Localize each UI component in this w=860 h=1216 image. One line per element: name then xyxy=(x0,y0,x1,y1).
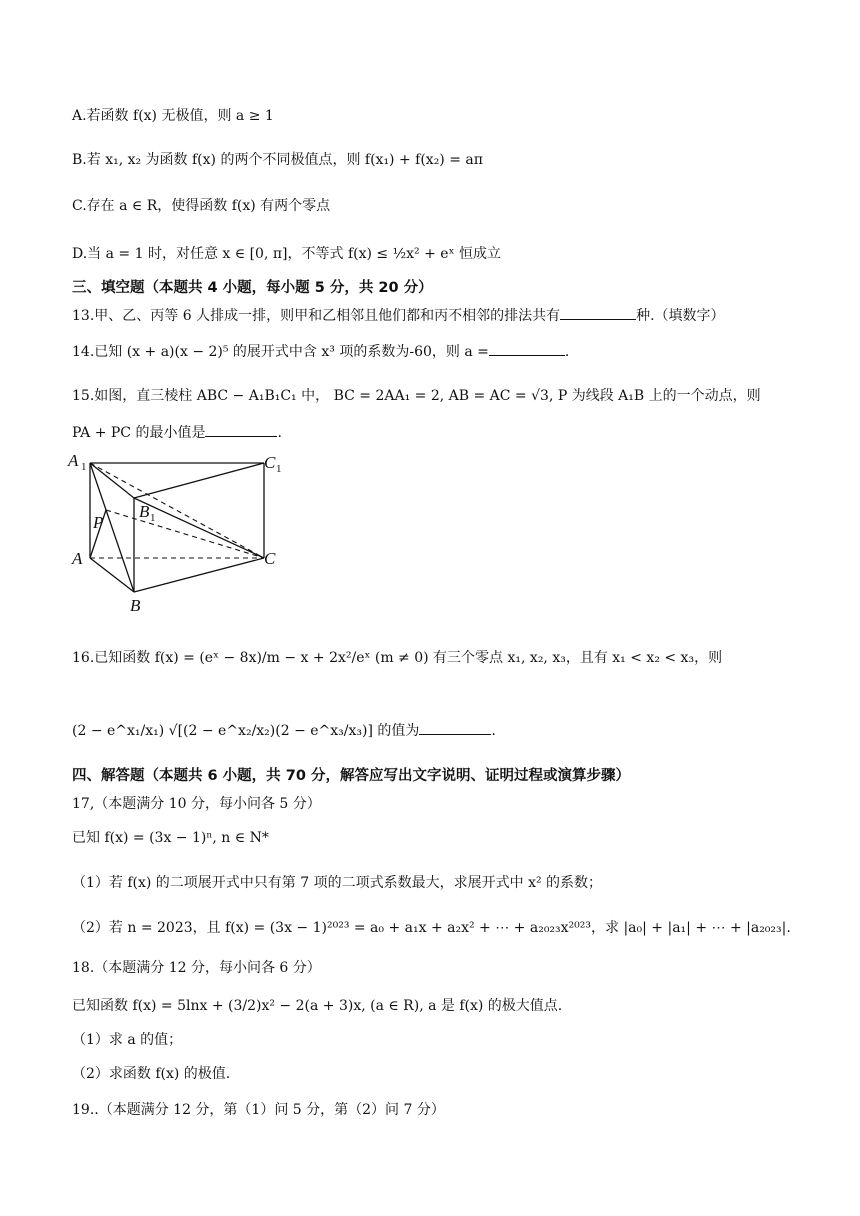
hidden-segment-a1c xyxy=(90,463,264,558)
question-17-part-1: （1）若 f(x) 的二项展开式中只有第 7 项的二项式系数最大，求展开式中 x² 的系数； xyxy=(72,875,603,891)
question-19-head: 19..（本题满分 12 分，第（1）问 5 分，第（2）问 7 分） xyxy=(72,1102,445,1118)
question-13 xyxy=(72,305,792,326)
question-17-head: 17,（本题满分 10 分，每小问各 5 分） xyxy=(72,796,321,812)
answer-blank-16[interactable] xyxy=(419,720,491,735)
question-16-end: . xyxy=(491,723,496,739)
question-17-given: 已知 f(x) = (3x − 1)ⁿ, n ∈ N* xyxy=(72,830,269,846)
label-b1: B xyxy=(139,502,150,521)
answer-blank-13[interactable] xyxy=(560,305,636,320)
label-a1-sub: 1 xyxy=(81,461,87,473)
choice-d: D.当 a = 1 时，对任意 x ∈ [0, π]，不等式 f(x) ≤ ½x² + eˣ 恒成立 xyxy=(72,246,501,262)
label-c1: C xyxy=(264,453,276,472)
segment-b1c xyxy=(134,498,264,558)
choice-c: C.存在 a ∈ R，使得函数 f(x) 有两个零点 xyxy=(72,198,331,214)
question-15-line-2 xyxy=(72,422,792,443)
edge-b1c1 xyxy=(134,463,264,498)
question-18-head: 18.（本题满分 12 分，每小问各 6 分） xyxy=(72,960,321,976)
question-13-end: 种.（填数字） xyxy=(636,308,725,324)
label-b: B xyxy=(130,596,141,615)
hidden-segment-pc xyxy=(106,510,264,558)
question-15-text: PA + PC 的最小值是 xyxy=(72,425,206,441)
prism-figure xyxy=(66,448,296,618)
question-13-text: 13.甲、乙、丙等 6 人排成一排，则甲和乙相邻且他们都和丙不相邻的排法共有 xyxy=(72,308,561,324)
choice-b: B.若 x₁, x₂ 为函数 f(x) 的两个不同极值点，则 f(x₁) + f(x₂) = aπ xyxy=(72,152,483,168)
question-14-text: 14.已知 (x + a)(x − 2)⁵ 的展开式中含 x³ 项的系数为-60，则 a = xyxy=(72,344,489,360)
choice-a: A.若函数 f(x) 无极值，则 a ≥ 1 xyxy=(72,108,274,124)
section-4-title: 四、解答题（本题共 6 小题，共 70 分，解答应写出文字说明、证明过程或演算步骤） xyxy=(72,768,630,784)
question-18-part-1: （1）求 a 的值； xyxy=(72,1032,183,1048)
answer-blank-14[interactable] xyxy=(489,341,565,356)
answer-blank-15[interactable] xyxy=(205,422,277,437)
question-15-line-1: 15.如图，直三棱柱 ABC − A₁B₁C₁ 中， BC = 2AA₁ = 2, AB = AC = √3, P 为线段 A₁B 上的一个动点，则 xyxy=(72,388,761,404)
question-16-text: (2 − e^x₁/x₁) √[(2 − e^x₂/x₂)(2 − e^x₃/x₃)] 的值为 xyxy=(72,723,420,739)
label-c: C xyxy=(264,549,276,568)
question-15-end: . xyxy=(277,425,282,441)
question-16-line-1: 16.已知函数 f(x) = (eˣ − 8x)/m − x + 2x²/eˣ (m ≠ 0) 有三个零点 x₁, x₂, x₃，且有 x₁ < x₂ < x₃，则 xyxy=(72,650,723,666)
question-14 xyxy=(72,341,792,362)
label-p: P xyxy=(93,513,104,532)
question-17-part-2: （2）若 n = 2023，且 f(x) = (3x − 1)²⁰²³ = a₀ + a₁x + a₂x² + ⋯ + a₂₀₂₃x²⁰²³，求 |a₀| + |a₁| + ⋯ + |a₂₀₂₃|. xyxy=(72,920,791,936)
label-c1-sub: 1 xyxy=(276,463,282,475)
section-3-title: 三、填空题（本题共 4 小题，每小题 5 分，共 20 分） xyxy=(72,280,433,296)
edge-bc xyxy=(134,558,264,592)
question-18-given: 已知函数 f(x) = 5lnx + (3/2)x² − 2(a + 3)x, (a ∈ R), a 是 f(x) 的极大值点. xyxy=(72,998,563,1014)
question-16-line-2 xyxy=(72,720,792,741)
label-a: A xyxy=(72,549,83,568)
question-14-end: . xyxy=(564,344,570,360)
label-a1: A xyxy=(68,451,79,470)
edge-ab xyxy=(90,558,134,592)
question-18-part-2: （2）求函数 f(x) 的极值. xyxy=(72,1066,231,1082)
label-b1-sub: 1 xyxy=(150,512,156,524)
